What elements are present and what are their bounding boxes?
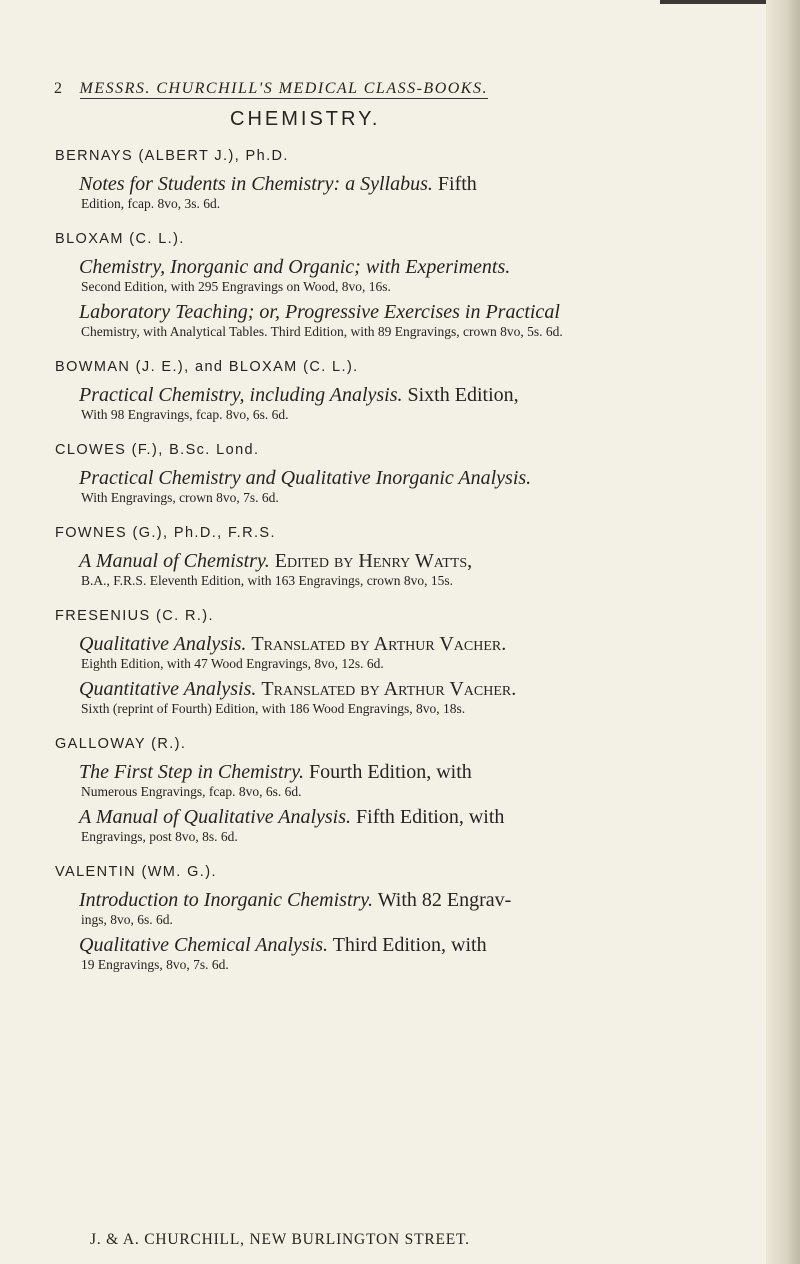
book-entry — [79, 677, 723, 717]
book-title: Laboratory Teaching; or, Progressive Exercises in Practical — [79, 301, 560, 323]
book-entry — [79, 300, 723, 340]
book-title: Qualitative Chemical Analysis. — [79, 934, 329, 956]
author-entry — [55, 230, 723, 340]
book-entry — [79, 632, 723, 672]
author-entry — [55, 735, 723, 845]
book-entry — [79, 760, 723, 800]
book-entry — [79, 383, 723, 423]
book-title: A Manual of Qualitative Analysis. — [79, 806, 352, 828]
author-entry — [55, 441, 723, 506]
book-title: Introduction to Inorganic Chemistry. — [79, 889, 374, 911]
book-details: Eighth Edition, with 47 Wood Engravings, 8vo, 12s. 6d. — [81, 656, 384, 671]
book-title-trailing: Fifth — [437, 173, 477, 195]
book-title-trailing: Translated by Arthur Vacher. — [261, 678, 517, 700]
book-title-trailing: Sixth Edition, — [407, 384, 519, 406]
author-name: GALLOWAY (R.). — [55, 736, 187, 752]
page-edge-shadow — [766, 0, 800, 1264]
page-number: 2 — [54, 80, 62, 97]
book-list — [55, 144, 723, 978]
author-name: CLOWES (F.), B.Sc. Lond. — [55, 442, 260, 458]
book-details: Numerous Engravings, fcap. 8vo, 6s. 6d. — [81, 784, 302, 799]
book-details: Sixth (reprint of Fourth) Edition, with 186 Wood Engravings, 8vo, 18s. — [81, 701, 466, 716]
author-name: BERNAYS (ALBERT J.), Ph.D. — [55, 148, 289, 164]
book-title: A Manual of Chemistry. — [79, 550, 270, 572]
section-title: CHEMISTRY. — [230, 108, 381, 130]
book-title: Chemistry, Inorganic and Organic; with Experiments. — [79, 256, 511, 278]
book-entry — [79, 255, 723, 295]
book-details: With 98 Engravings, fcap. 8vo, 6s. 6d. — [81, 407, 289, 422]
author-entry — [55, 147, 723, 212]
running-title: MESSRS. CHURCHILL'S MEDICAL CLASS-BOOKS. — [79, 80, 488, 97]
book-title: Practical Chemistry and Qualitative Inorganic Analysis. — [79, 467, 532, 489]
author-name: VALENTIN (WM. G.). — [55, 864, 217, 880]
book-title-trailing: Third Edition, with — [332, 934, 487, 956]
book-title: Quantitative Analysis. — [79, 678, 257, 700]
book-title-trailing: Fourth Edition, with — [309, 761, 472, 783]
book-details: B.A., F.R.S. Eleventh Edition, with 163 Engravings, crown 8vo, 15s. — [81, 573, 454, 588]
author-name: FOWNES (G.), Ph.D., F.R.S. — [55, 525, 276, 541]
book-details: Engravings, post 8vo, 8s. 6d. — [81, 829, 238, 844]
author-entry — [55, 358, 723, 423]
running-header — [54, 79, 694, 99]
book-details: Edition, fcap. 8vo, 3s. 6d. — [81, 196, 221, 211]
author-name: BLOXAM (C. L.). — [55, 231, 185, 247]
author-name: FRESENIUS (C. R.). — [55, 608, 214, 624]
book-details: Second Edition, with 295 Engravings on Wood, 8vo, 16s. — [81, 279, 391, 294]
book-details: ings, 8vo, 6s. 6d. — [81, 912, 173, 927]
book-entry — [79, 172, 723, 212]
book-title-trailing: Fifth Edition, with — [356, 806, 505, 828]
book-title: Practical Chemistry, including Analysis. — [79, 384, 403, 406]
book-details: With Engravings, crown 8vo, 7s. 6d. — [81, 490, 279, 505]
book-entry — [79, 888, 723, 928]
book-entry — [79, 466, 723, 506]
author-entry — [55, 524, 723, 589]
book-details: Chemistry, with Analytical Tables. Third Edition, with 89 Engravings, crown 8vo, 5s. 6d. — [81, 324, 563, 339]
book-title: Notes for Students in Chemistry: a Syllabus. — [79, 173, 433, 195]
book-title-trailing: With 82 Engrav- — [377, 889, 512, 911]
book-title-trailing: Edited by Henry Watts, — [274, 550, 473, 572]
book-entry — [79, 549, 723, 589]
author-entry — [55, 863, 723, 973]
book-entry — [79, 933, 723, 973]
book-details: 19 Engravings, 8vo, 7s. 6d. — [81, 957, 229, 972]
author-entry — [55, 607, 723, 717]
author-name: BOWMAN (J. E.), and BLOXAM (C. L.). — [55, 359, 359, 375]
book-entry — [79, 805, 723, 845]
book-title: The First Step in Chemistry. — [79, 761, 304, 783]
book-title: Qualitative Analysis. — [79, 633, 247, 655]
book-title-trailing: Translated by Arthur Vacher. — [251, 633, 507, 655]
publisher-footer: J. & A. CHURCHILL, NEW BURLINGTON STREET. — [90, 1231, 470, 1248]
